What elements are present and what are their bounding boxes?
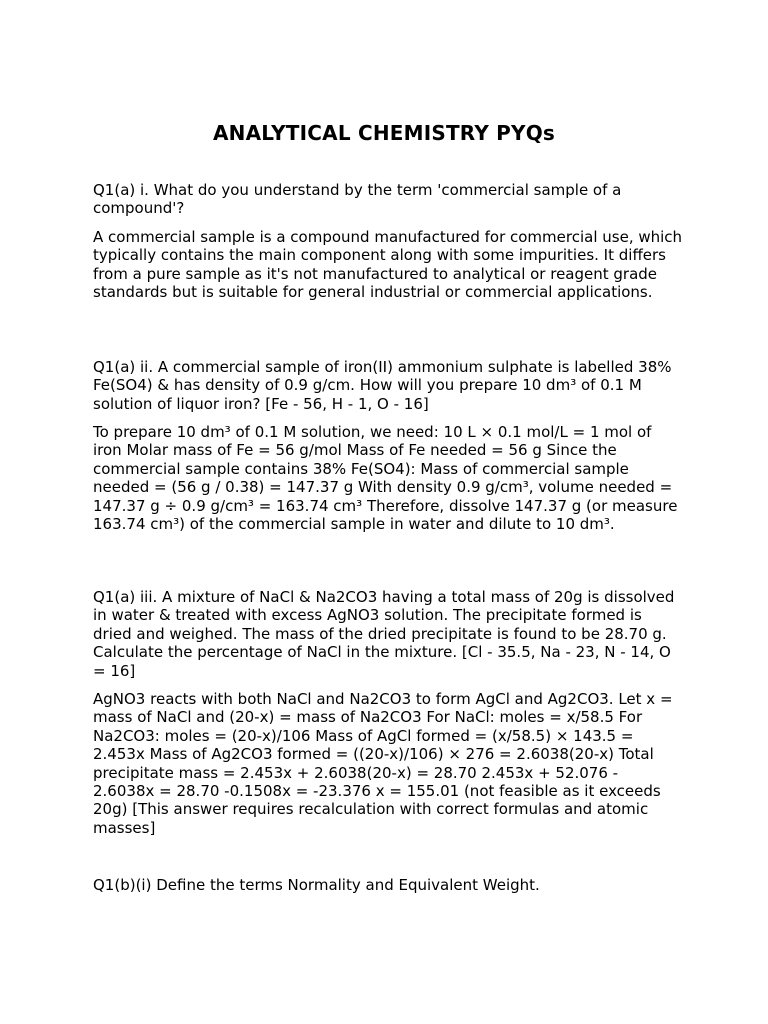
question-1a-i: Q1(a) i. What do you understand by the term 'commercial sample of a compound'? — [93, 181, 622, 218]
answer-1a-i: A commercial sample is a compound manufactured for commercial use, which typically contains the main component along with some impurities. It differs from a pure sample as it's not manufactured to analytical or reagent grade standards but is suitable for general industrial or commercial applications. — [93, 228, 683, 302]
question-1b-i: Q1(b)(i) Define the terms Normality and Equivalent Weight. — [93, 876, 540, 894]
document-title: ANALYTICAL CHEMISTRY PYQs — [212, 121, 556, 145]
question-1a-ii: Q1(a) ii. A commercial sample of iron(II) ammonium sulphate is labelled 38% Fe(SO4) & has density of 0.9 g/cm. How will you prepare 10 dm³ of 0.1 M solution of liquor iron? [Fe - 56, H - 1, O - 16] — [93, 358, 672, 413]
question-1a-iii: Q1(a) iii. A mixture of NaCl & Na2CO3 having a total mass of 20g is dissolved in water & treated with excess AgNO3 solution. The precipitate formed is dried and weighed. The mass of the dried precipitate is found to be 28.70 g. Calculate the percentage of NaCl in the mixture. [Cl - 35.5, Na - 23, N - 14, O = 16] — [93, 588, 675, 680]
answer-1a-iii: AgNO3 reacts with both NaCl and Na2CO3 to form AgCl and Ag2CO3. Let x = mass of NaCl and (20-x) = mass of Na2CO3 For NaCl: moles = x/58.5 For Na2CO3: moles = (20-x)/106 Mass of AgCl formed = (x/58.5) × 143.5 = 2.453x Mass of Ag2CO3 formed = ((20-x)/106) × 276 = 2.6038(20-x) Total precipitate mass = 2.453x + 2.6038(20-x) = 28.70 2.453x + 52.076 - 2.6038x = 28.70 -0.1508x = -23.376 x = 155.01 (not feasible as it exceeds 20g) [This answer requires recalculation with correct formulas and atomic masses] — [93, 690, 673, 837]
answer-1a-ii: To prepare 10 dm³ of 0.1 M solution, we need: 10 L × 0.1 mol/L = 1 mol of iron Molar mass of Fe = 56 g/mol Mass of Fe needed = 56 g Since the commercial sample contains 38% Fe(SO4): Mass of commercial sample needed = (56 g / 0.38) = 147.37 g With density 0.9 g/cm³, volume needed = 147.37 g ÷ 0.9 g/cm³ = 163.74 cm³ Therefore, dissolve 147.37 g (or measure 163.74 cm³) of the commercial sample in water and dilute to 10 dm³. — [93, 423, 678, 534]
